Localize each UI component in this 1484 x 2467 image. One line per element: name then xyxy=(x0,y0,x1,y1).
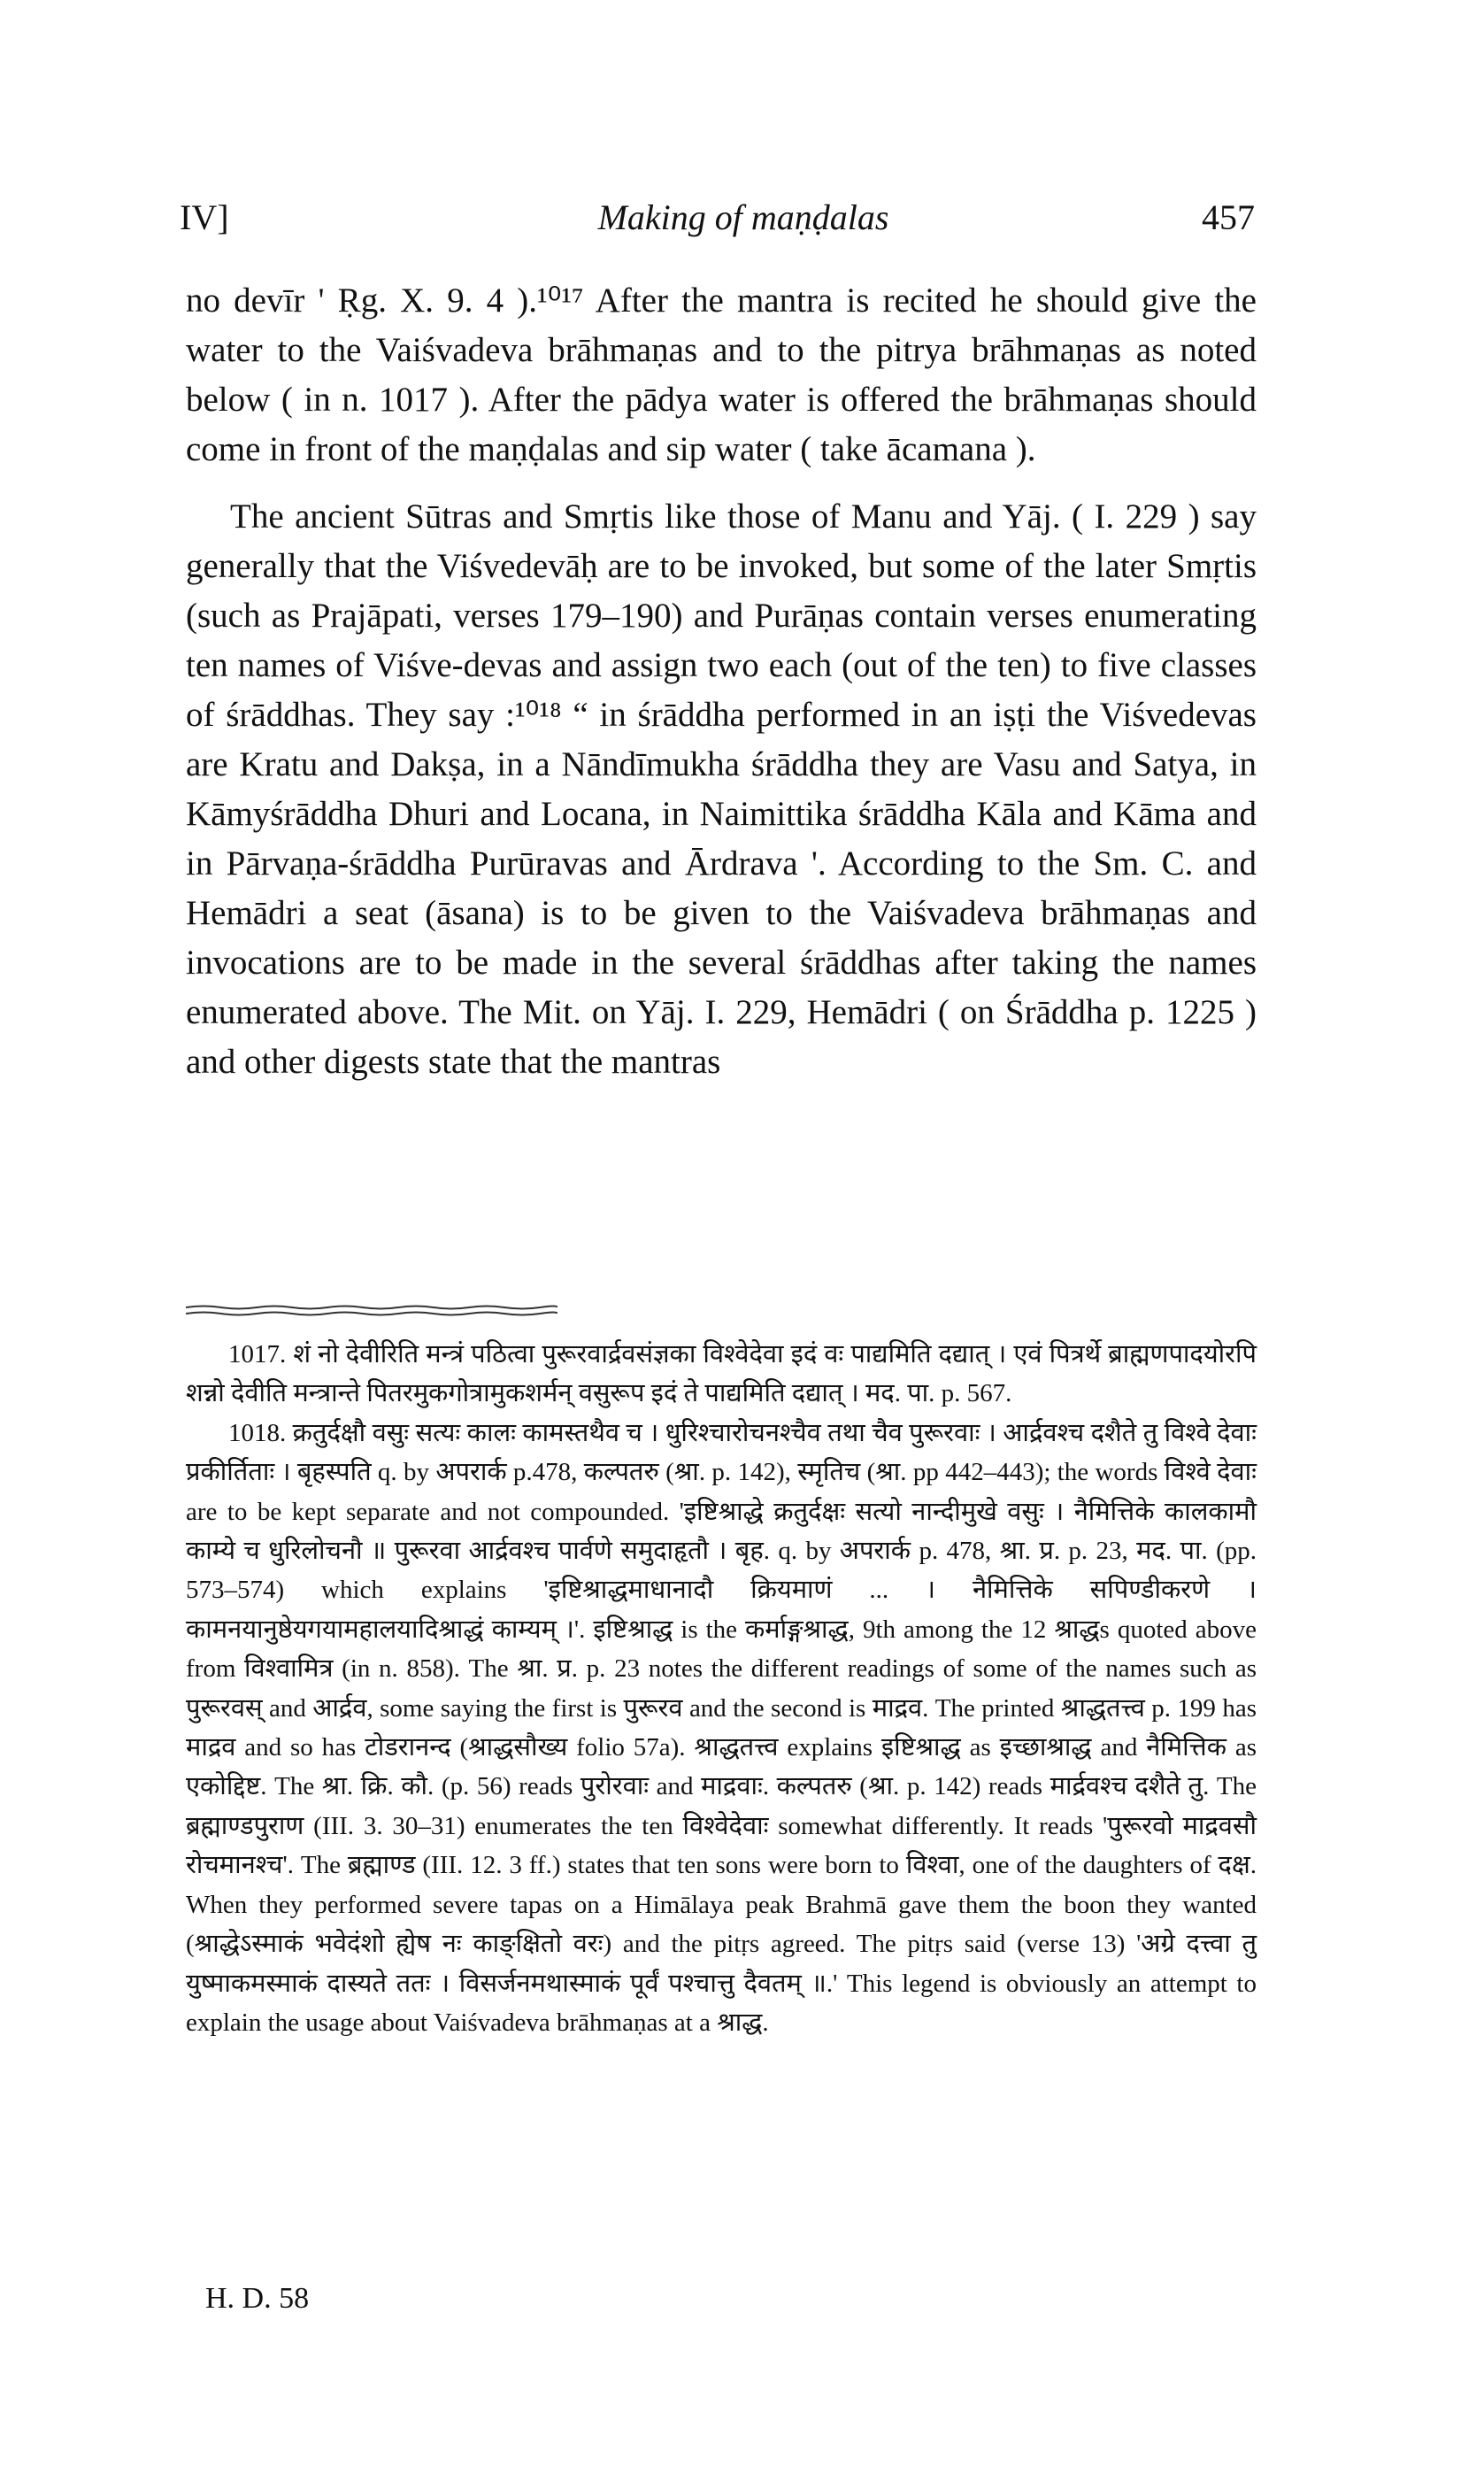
chapter-marker: IV] xyxy=(180,197,229,237)
footnote-1017: 1017. शं नो देवीरिति मन्त्रं पठित्वा पुरूरवार्द्रवसंज्ञका विश्वेदेवा इदं वः पाद्यमिति दद्यात् । एवं पित्रर्थे ब्राह्मणपादयोरपि शन्नो देवीति मन्त्रान्ते पितरमुकगोत्रामुकशर्मन् वसुरूप इदं ते पाद्यमिति दद्यात् । मद. पा. p. 567. xyxy=(186,1340,1257,1408)
signature-mark: H. D. 58 xyxy=(205,2282,310,2315)
page-number: 457 xyxy=(1202,197,1255,237)
footnotes xyxy=(186,1335,1257,2042)
running-title: Making of maṇḍalas xyxy=(597,197,889,237)
footnote-1018: 1018. क्रतुर्दक्षौ वसुः सत्यः कालः कामस्तथैव च । धुरिश्चारोचनश्चैव तथा चैव पुरूरवाः । आर्द्रवश्च दशैते तु विश्वे देवाः प्रकीर्तिताः । बृहस्पति q. by अपरार्क p.478, कल्पतरु (श्रा. p. 142), स्मृतिच (श्रा. pp 442–443); the words विश्वे देवाः are to be kept separate and not compounded. 'इष्टिश्राद्धे क्रतुर्दक्षः सत्यो नान्दीमुखे वसुः । नैमित्तिके कालकामौ काम्ये च धुरिलोचनौ ॥ पुरूरवा आर्द्रवश्च पार्वणे समुदाहृतौ । बृह. q. by अपरार्क p. 478, श्रा. प्र. p. 23, मद. पा. (pp. 573–574) which explains 'इष्टिश्राद्धमाधानादौ क्रियमाणं ... । नैमित्तिके सपिण्डीकरणे । कामनयानुष्ठेयगयामहालयादिश्राद्धं काम्यम् ।'. इष्टिश्राद्ध is the कर्माङ्गश्राद्ध, 9th among the 12 श्राद्धs quoted above from विश्वामित्र (in n. 858). The श्रा. प्र. p. 23 notes the different readings of some of the names such as पुरूरवस् and आर्द्रव, some saying the first is पुरूरव and the second is माद्रव. The printed श्राद्धतत्त्व p. 199 has माद्रव and so has टोडरानन्द (श्राद्धसौख्य folio 57a). श्राद्धतत्त्व explains इष्टिश्राद्ध as इच्छाश्राद्ध and नैमित्तिक as एकोद्दिष्ट. The श्रा. क्रि. कौ. (p. 56) reads पुरोरवाः and माद्रवाः. कल्पतरु (श्रा. p. 142) reads मार्द्रवश्च दशैते तु. The ब्रह्माण्डपुराण (III. 3. 30–31) enumerates the ten विश्वेदेवाः somewhat differently. It reads 'पुरूरवो माद्रवसौ रोचमानश्च'. The ब्रह्माण्ड (III. 12. 3 ff.) states that ten sons were born to विश्वा, one of the daughters of दक्ष. When they performed severe tapas on a Himālaya peak Brahmā gave them the boon they wanted (श्राद्धेऽस्माकं भवेदंशो ह्येष नः काङ्क्षितो वरः) and the pitṛs agreed. The pitṛs said (verse 13) 'अग्रे दत्त्वा तु युष्माकमस्माकं दास्यते ततः । विसर्जनमथास्माकं पूर्वं पश्चात्तु दैवतम् ॥.' This legend is obviously an attempt to explain the usage about Vaiśvadeva brāhmaṇas at a श्राद्ध. xyxy=(186,1418,1257,2037)
paragraph-1: no devīr ' Ṛg. X. 9. 4 ).¹⁰¹⁷ After the mantra is recited he should give the water to the Vaiśvadeva brāhmaṇas and to the pitrya brāhmaṇas as noted below ( in n. 1017 ). After the pādya water is offered the brāhmaṇas should come in front of the maṇḍalas and sip water ( take ācamana ). xyxy=(186,281,1257,468)
paragraph-2: The ancient Sūtras and Smṛtis like those of Manu and Yāj. ( I. 229 ) say generally that the Viśvedevāḥ are to be invoked, but some of the later Smṛtis (such as Prajāpati, verses 179–190) and Purāṇas contain verses enumerating ten names of Viśve-devas and assign two each (out of the ten) to five classes of śrāddhas. They say :¹⁰¹⁸ “ in śrāddha performed in an iṣṭi the Viśvedevas are Kratu and Dakṣa, in a Nāndīmukha śrāddha they are Vasu and Satya, in Kāmyśrāddha Dhuri and Locana, in Naimittika śrāddha Kāla and Kāma and in Pārvaṇa-śrāddha Purūravas and Ārdrava '. According to the Sm. C. and Hemādri a seat (āsana) is to be given to the Vaiśvadeva brāhmaṇas and invocations are to be made in the several śrāddhas after taking the names enumerated above. The Mit. on Yāj. I. 229, Hemādri ( on Śrāddha p. 1225 ) and other digests state that the mantras xyxy=(186,497,1257,1081)
footnote-separator-rule xyxy=(186,1303,557,1319)
main-text xyxy=(186,276,1257,1087)
